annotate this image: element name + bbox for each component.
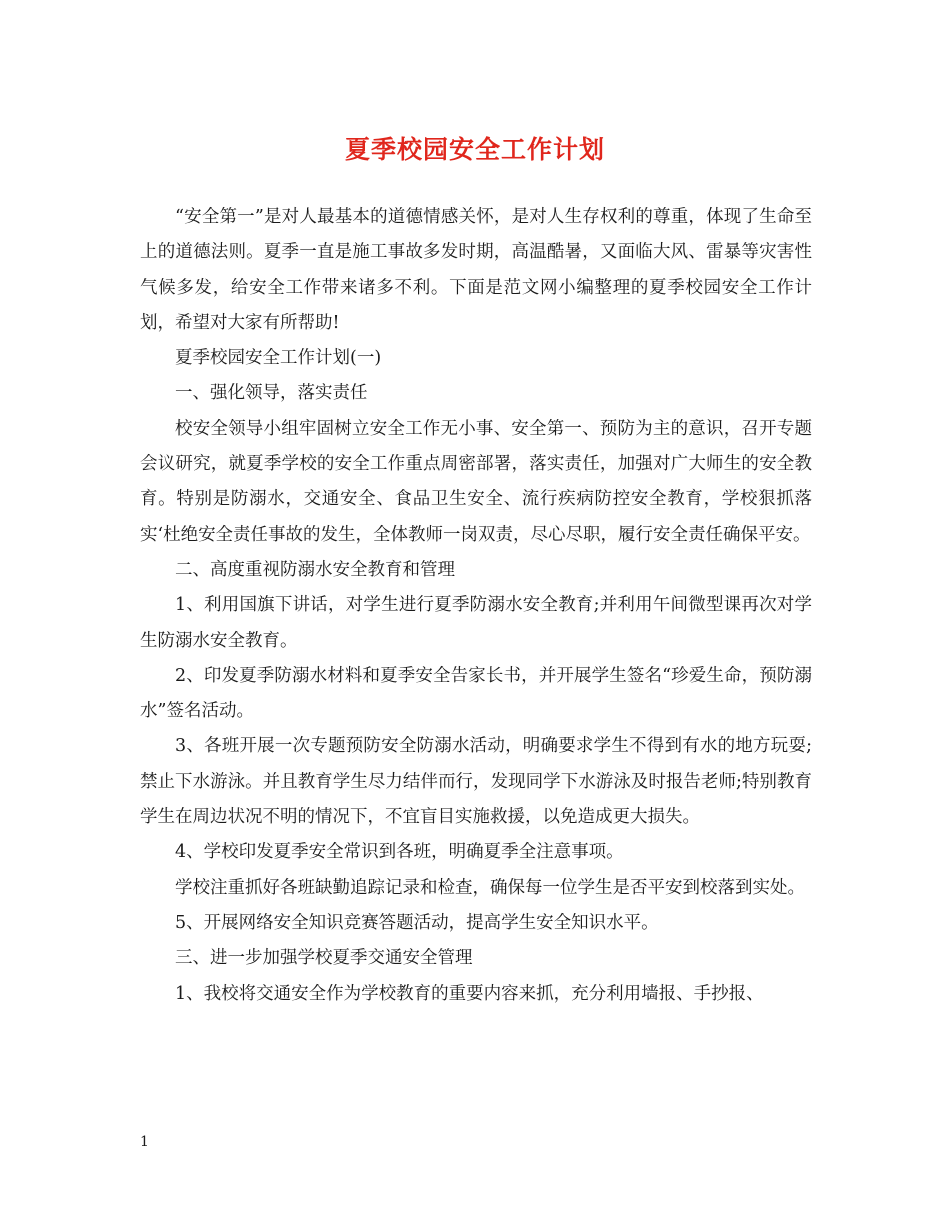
paragraph-intro: “安全第一”是对人最基本的道德情感关怀，是对人生存权利的尊重，体现了生命至上的道德法则。夏季一直是施工事故多发时期，高温酷暑，又面临大风、雷暴等灾害性气候多发，给安全工作带来诸多不利。下面是范文网小编整理的夏季校园安全工作计划，希望对大家有所帮助! xyxy=(140,207,812,333)
paragraph-body-1: 校安全领导小组牢固树立安全工作无小事、安全第一、预防为主的意识，召开专题会议研究，就夏季学校的安全工作重点周密部署，落实责任，加强对广大师生的安全教育。特别是防溺水，交通安全、食品卫生安全、流行疾病防控安全教育，学校狠抓落实‘杜绝安全责任事故的发生，全体教师一岗双责，尽心尽职，履行安全责任确保平安。 xyxy=(140,418,812,545)
document-title: 夏季校园安全工作计划 xyxy=(344,135,605,164)
document-body xyxy=(140,200,812,1012)
paragraph-attendance: 学校注重抓好各班缺勤追踪记录和检查，确保每一位学生是否平安到校落到实处。 xyxy=(175,877,805,898)
paragraph-item-2-4: 4、学校印发夏季安全常识到各班，明确夏季全注意事项。 xyxy=(175,842,624,863)
paragraph-heading-3: 三、进一步加强学校夏季交通安全管理 xyxy=(175,948,473,969)
paragraph-item-3-1: 1、我校将交通安全作为学校教育的重要内容来抓，充分利用墙报、手抄报、 xyxy=(175,983,764,1004)
paragraph-heading-2: 二、高度重视防溺水安全教育和管理 xyxy=(175,559,455,580)
paragraph-section-title: 夏季校园安全工作计划(一) xyxy=(175,348,382,369)
paragraph-item-2-1: 1、利用国旗下讲话，对学生进行夏季防溺水安全教育;并利用午间微型课再次对学生防溺水安全教育。 xyxy=(140,595,812,651)
paragraph-item-2-2: 2、印发夏季防溺水材料和夏季安全告家长书，并开展学生签名“珍爱生命，预防溺水”签名活动。 xyxy=(140,665,812,722)
paragraph-heading-1: 一、强化领导，落实责任 xyxy=(175,383,368,404)
paragraph-item-2-5: 5、开展网络安全知识竞赛答题活动，提高学生安全知识水平。 xyxy=(175,912,659,933)
page-number: 1 xyxy=(140,1134,149,1150)
paragraph-item-2-3: 3、各班开展一次专题预防安全防溺水活动，明确要求学生不得到有水的地方玩耍;禁止下水游泳。并且教育学生尽力结伴而行，发现同学下水游泳及时报告老师;特别教育学生在周边状况不明的情况下，不宜盲目实施救援，以免造成更大损失。 xyxy=(140,736,812,828)
